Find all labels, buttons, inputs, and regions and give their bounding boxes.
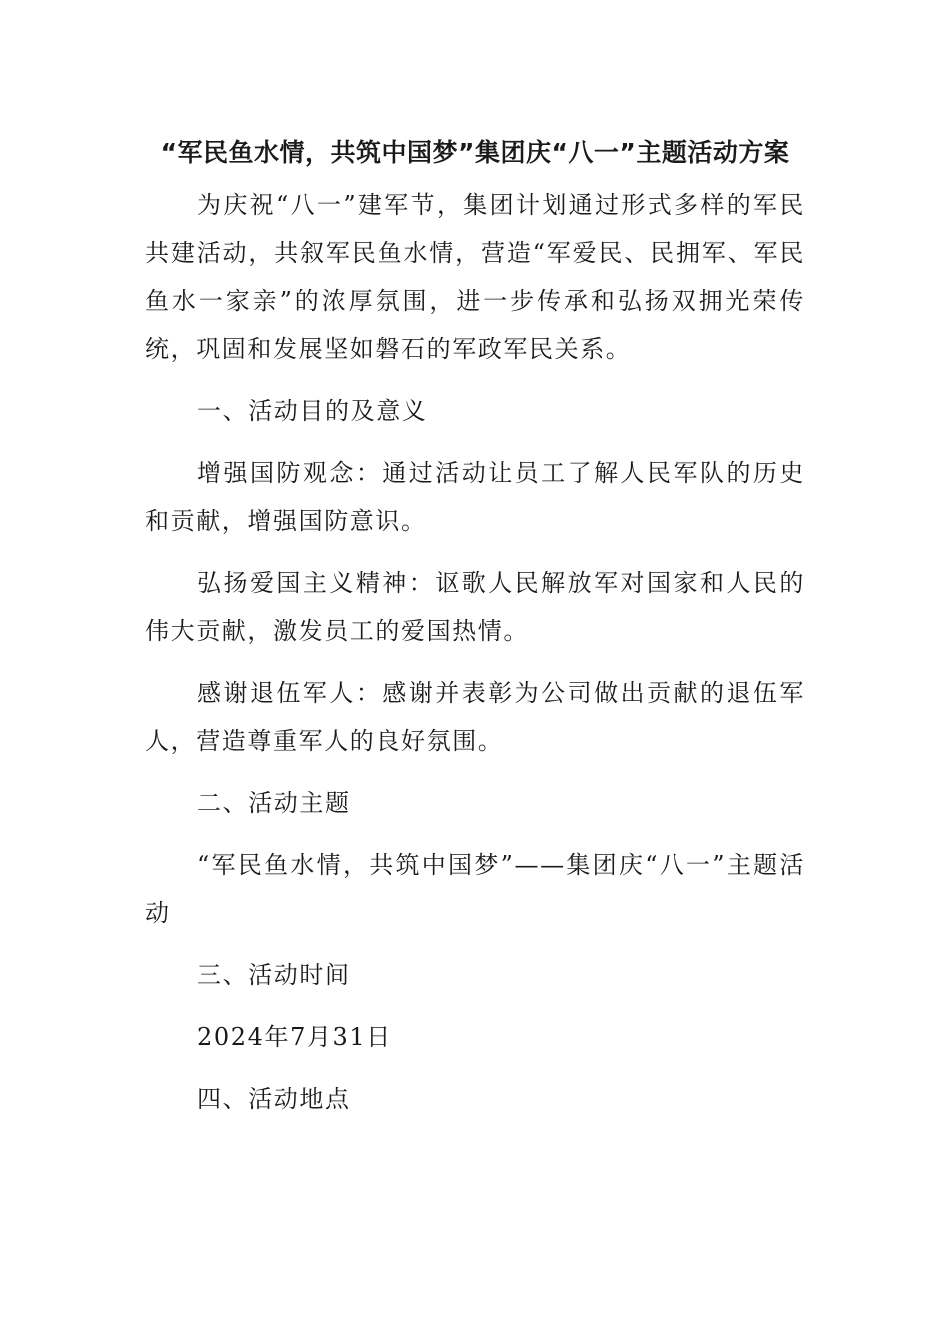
document-title: “军民鱼水情，共筑中国梦”集团庆“八一”主题活动方案: [160, 138, 790, 167]
time-paragraph: 2024年7月31日: [197, 1023, 392, 1051]
document-page: [145, 128, 805, 1137]
purpose-item-patriotism: 弘扬爱国主义精神：讴歌人民解放军对国家和人民的伟大贡献，激发员工的爱国热情。: [145, 569, 805, 645]
section-heading-purpose: 一、活动目的及意义: [197, 397, 428, 425]
purpose-item-defense: 增强国防观念：通过活动让员工了解人民军队的历史和贡献，增强国防意识。: [145, 459, 805, 535]
section-heading-time: 三、活动时间: [197, 961, 351, 989]
purpose-item-veterans: 感谢退伍军人：感谢并表彰为公司做出贡献的退伍军人，营造尊重军人的良好氛围。: [145, 679, 805, 755]
intro-paragraph: 为庆祝“八一”建军节，集团计划通过形式多样的军民共建活动，共叙军民鱼水情，营造“军爱民、民拥军、军民鱼水一家亲”的浓厚氛围，进一步传承和弘扬双拥光荣传统，巩固和发展坚如磐石的军政军民关系。: [145, 191, 805, 363]
section-heading-location: 四、活动地点: [197, 1085, 351, 1113]
theme-paragraph: “军民鱼水情，共筑中国梦”——集团庆“八一”主题活动: [145, 851, 805, 927]
section-heading-theme: 二、活动主题: [197, 789, 351, 817]
